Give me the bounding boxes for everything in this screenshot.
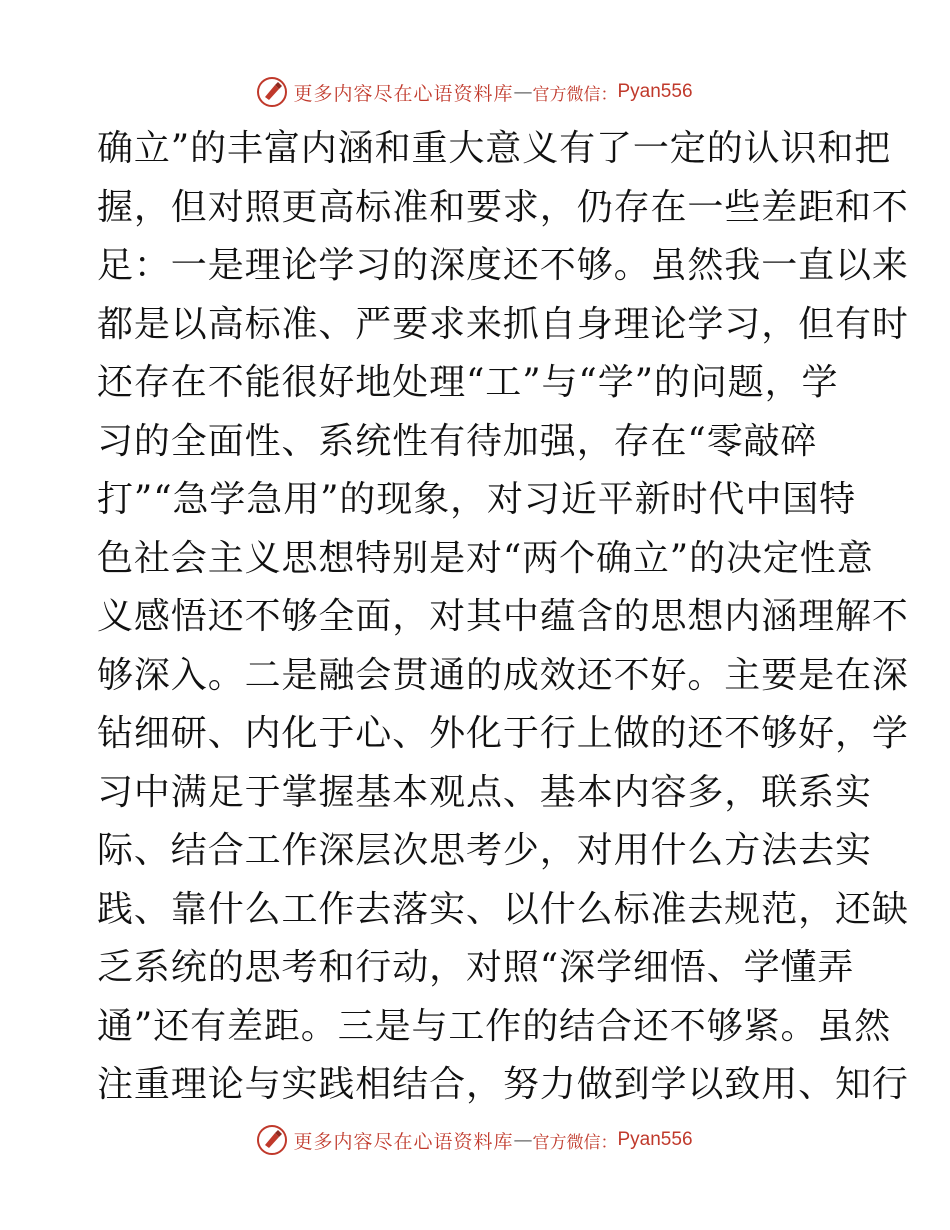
footer-separator: — bbox=[513, 1129, 533, 1151]
text-line: 际、结合工作深层次思考少，对用什么方法去实 bbox=[97, 830, 872, 871]
text-line: 打”“急学急用”的现象，对习近平新时代中国特 bbox=[97, 479, 857, 520]
text-line: 都是以高标准、严要求来抓自身理论学习，但有时 bbox=[97, 303, 909, 345]
text-line: 通”还有差距。三是与工作的结合还不够紧。虽然 bbox=[97, 1005, 892, 1047]
text-line: 还存在不能很好地处理“工”与“学”的问题，学 bbox=[97, 362, 839, 403]
text-line: 义感悟还不够全面，对其中蕴含的思想内涵理解不 bbox=[97, 596, 909, 637]
text-line: 确立”的丰富内涵和重大意义有了一定的认识和把 bbox=[97, 128, 892, 169]
text-line: 践、靠什么工作去落实、以什么标准去规范，还缺 bbox=[97, 888, 909, 930]
logo-icon bbox=[257, 1125, 287, 1155]
text-line: 色社会主义思想特别是对“两个确立”的决定性意 bbox=[97, 537, 874, 579]
header-separator: — bbox=[513, 81, 533, 103]
text-line: 握，但对照更高标准和要求，仍存在一些差距和不 bbox=[97, 186, 909, 228]
footer-watermark bbox=[0, 1120, 950, 1160]
footer-slogan: 更多内容尽在心语资料库 bbox=[293, 1130, 514, 1153]
text-line: 习中满足于掌握基本观点、基本内容多，联系实 bbox=[97, 771, 872, 813]
document-body bbox=[97, 120, 909, 1115]
footer-wechat-id: Pyan556 bbox=[617, 1129, 693, 1150]
text-line: 钻细研、内化于心、外化于行上做的还不够好，学 bbox=[97, 713, 909, 754]
text-line: 足：一是理论学习的深度还不够。虽然我一直以来 bbox=[97, 245, 909, 286]
text-line: 习的全面性、系统性有待加强，存在“零敲碎 bbox=[97, 420, 818, 462]
header-wechat-label: 官方微信： bbox=[532, 84, 618, 105]
header-watermark bbox=[0, 72, 950, 112]
header-slogan: 更多内容尽在心语资料库 bbox=[293, 82, 514, 105]
text-line: 够深入。二是融会贯通的成效还不好。主要是在深 bbox=[97, 654, 909, 696]
footer-wechat-label: 官方微信： bbox=[532, 1132, 618, 1153]
logo-icon bbox=[257, 77, 287, 107]
text-line: 乏系统的思考和行动，对照“深学细悟、学懂弄 bbox=[97, 947, 855, 988]
text-line: 注重理论与实践相结合，努力做到学以致用、知行 bbox=[97, 1064, 909, 1105]
header-wechat-id: Pyan556 bbox=[617, 81, 693, 102]
